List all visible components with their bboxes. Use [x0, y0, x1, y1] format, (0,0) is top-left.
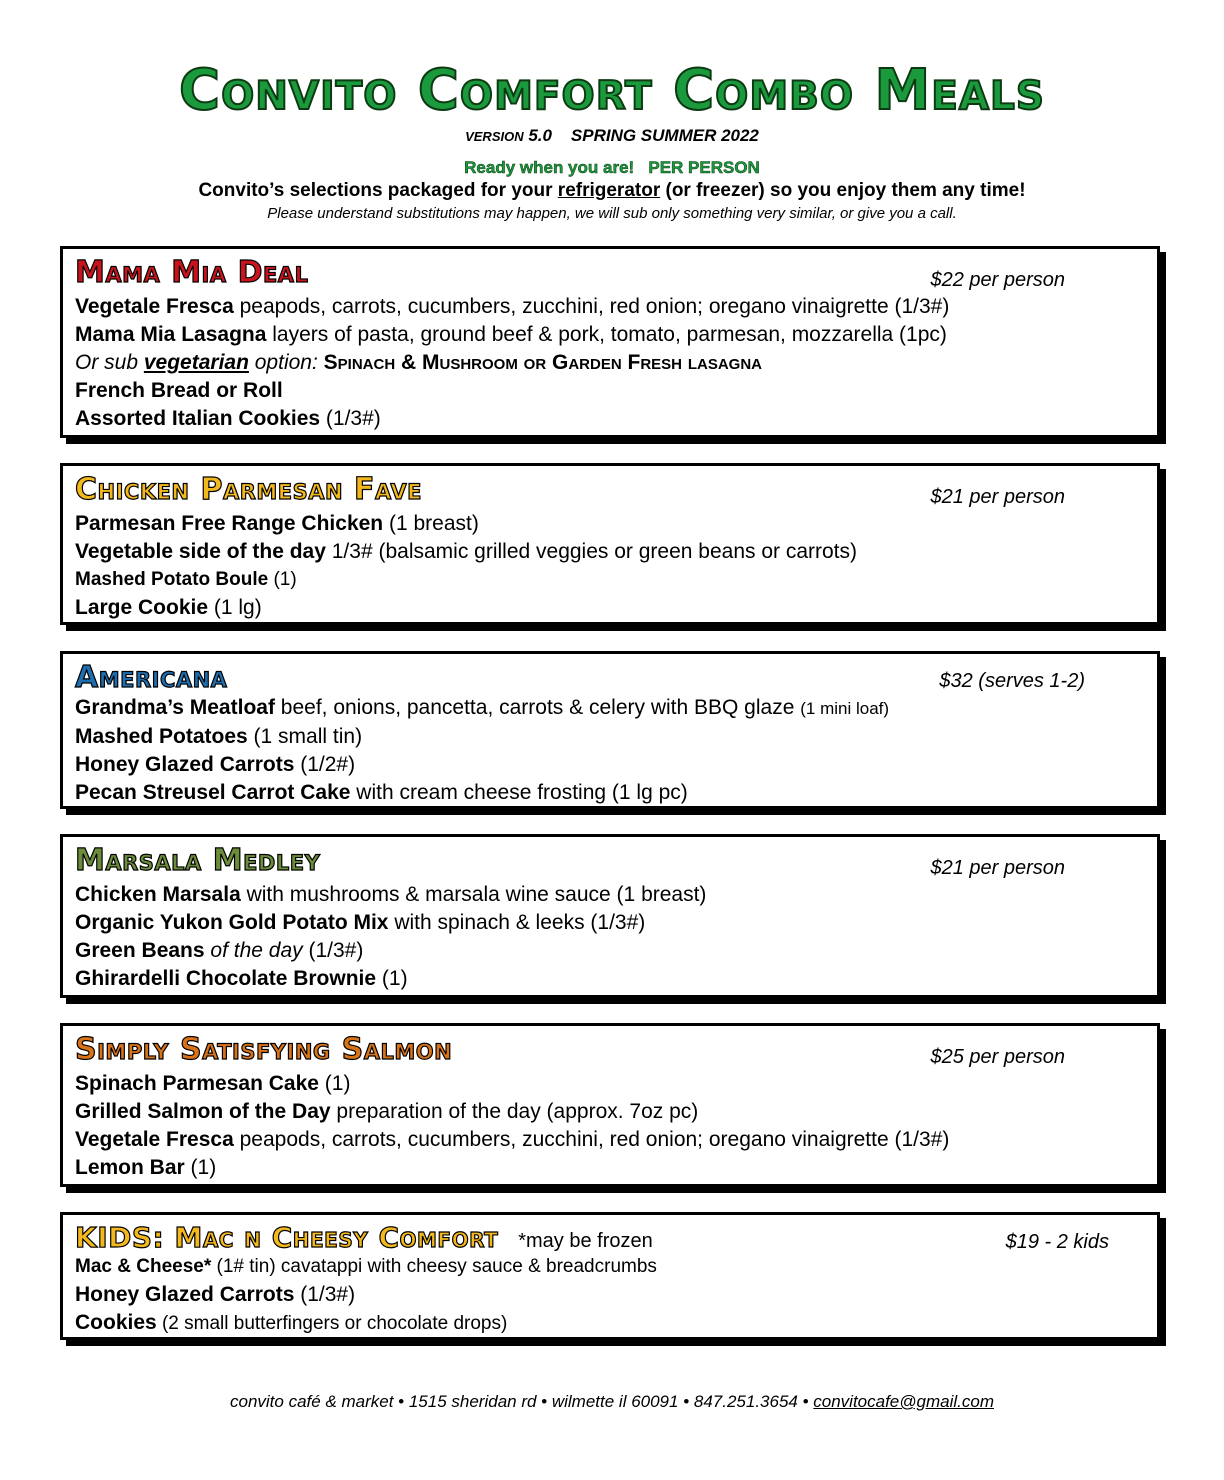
item-name: Mama Mia Lasagna — [75, 323, 267, 346]
item-desc: (1) — [268, 569, 297, 590]
version-line — [0, 126, 1224, 146]
meal-item — [75, 1070, 1145, 1098]
ready-line: Ready when you are! PER PERSON — [464, 158, 760, 177]
item-name: Spinach Parmesan Cake — [75, 1072, 319, 1095]
meal-item — [75, 1126, 1145, 1154]
meal-item — [75, 349, 1145, 377]
item-name: Green Beans — [75, 939, 205, 962]
meal-item — [75, 566, 1145, 594]
item-desc: (1/2#) — [294, 753, 356, 776]
item-desc: with spinach & leeks (1/3#) — [388, 911, 646, 934]
meal-title: Simply Satisfying Salmon — [75, 1032, 453, 1067]
meal-head — [75, 843, 1145, 881]
meal-item — [75, 1281, 1145, 1309]
meal-box-mama-mia — [60, 246, 1160, 438]
item-name: Large Cookie — [75, 596, 209, 619]
meal-item — [75, 1309, 1145, 1338]
meal-item — [75, 751, 1145, 779]
meal-price: $19 - 2 kids — [1005, 1231, 1109, 1253]
item-desc: peapods, carrots, cucumbers, zucchini, red onion; oregano vinaigrette (1/3#) — [233, 1128, 950, 1151]
item-name: Chicken Marsala — [75, 883, 241, 906]
item-mid: option: — [248, 351, 324, 374]
item-desc: (1) — [184, 1156, 217, 1179]
item-desc: 1/3# (balsamic grilled veggies or green beans or carrots) — [325, 540, 858, 563]
meal-head — [75, 255, 1145, 293]
version-label: VERSION — [465, 129, 524, 144]
item-name: Cookies — [75, 1311, 157, 1334]
item-name: Grilled Salmon of the Day — [75, 1100, 331, 1123]
meal-item — [75, 405, 1145, 433]
page-title: Convito Comfort Combo Meals — [179, 58, 1045, 123]
item-name: Mashed Potato Boule — [75, 569, 269, 590]
packaged-line — [0, 180, 1224, 202]
item-pre: Or sub — [75, 351, 144, 374]
item-desc: (1) — [318, 1072, 351, 1095]
item-desc: (1# tin) cavatappi with cheesy sauce & breadcrumbs — [211, 1256, 657, 1277]
item-desc: beef, onions, pancetta, carrots & celery with BBQ glaze — [274, 696, 801, 719]
meal-box-marsala — [60, 834, 1160, 998]
item-name: Parmesan Free Range Chicken — [75, 512, 384, 535]
item-name: Assorted Italian Cookies — [75, 407, 321, 430]
meal-title — [75, 1221, 653, 1254]
meal-head — [75, 1221, 1145, 1253]
substitution-note: Please understand substitutions may happen, we will sub only something very similar, or give you a call. — [267, 205, 957, 222]
meal-item — [75, 293, 1145, 321]
item-desc: (1/3#) — [302, 939, 364, 962]
item-name: Lemon Bar — [75, 1156, 185, 1179]
meal-head — [75, 472, 1145, 510]
version-number: 5.0 — [528, 126, 552, 145]
item-name: Vegetale Fresca — [75, 295, 234, 318]
item-desc: (1/3#) — [320, 407, 381, 430]
meal-head — [75, 660, 1145, 694]
lasagna-options: Spinach & Mushroom or Garden Fresh lasagna — [323, 351, 763, 374]
kids-title-text: KIDS: Mac n Cheesy Comfort — [75, 1221, 499, 1254]
vegetarian-label: vegetarian — [143, 351, 249, 374]
item-name: Grandma’s Meatloaf — [75, 696, 275, 719]
meal-price: $32 (serves 1-2) — [939, 670, 1085, 692]
meal-title: Mama Mia Deal — [75, 255, 309, 290]
meal-box-salmon — [60, 1023, 1160, 1187]
meal-box-chicken-parmesan — [60, 463, 1160, 625]
item-name: Organic Yukon Gold Potato Mix — [75, 911, 389, 934]
item-name: Pecan Streusel Carrot Cake — [75, 781, 351, 804]
meal-price: $21 per person — [930, 486, 1065, 508]
item-name: Ghirardelli Chocolate Brownie — [75, 967, 377, 990]
item-desc: (1 lg) — [208, 596, 262, 619]
item-desc: with cream cheese frosting (1 lg pc) — [350, 781, 688, 804]
item-name: Honey Glazed Carrots — [75, 753, 295, 776]
item-desc: with mushrooms & marsala wine sauce (1 breast) — [240, 883, 707, 906]
meal-box-kids — [60, 1212, 1160, 1340]
meal-item — [75, 1098, 1145, 1126]
meal-item — [75, 965, 1145, 993]
item-desc: (1 breast) — [383, 512, 479, 535]
frozen-note: *may be frozen — [518, 1230, 653, 1252]
meal-price: $22 per person — [930, 269, 1065, 291]
meal-item — [75, 594, 1145, 622]
item-italic: of the day — [204, 939, 303, 962]
item-desc: (1 small tin) — [247, 725, 363, 748]
packaged-pre: Convito’s selections packaged for your — [198, 180, 558, 201]
meal-item — [75, 538, 1145, 566]
item-desc: (2 small butterfingers or chocolate drops) — [156, 1313, 508, 1334]
item-name: Honey Glazed Carrots — [75, 1283, 295, 1306]
meal-title: Americana — [75, 660, 228, 695]
meal-item — [75, 321, 1145, 349]
item-name: Mashed Potatoes — [75, 725, 248, 748]
item-qty: (1 mini loaf) — [800, 699, 890, 718]
meal-item — [75, 694, 1145, 723]
meal-item — [75, 377, 1145, 405]
item-name: French Bread or Roll — [75, 379, 283, 402]
page-header — [0, 58, 1224, 222]
meal-item — [75, 881, 1145, 909]
item-desc: layers of pasta, ground beef & pork, tomato, parmesan, mozzarella (1pc) — [266, 323, 947, 346]
meal-title: Chicken Parmesan Fave — [75, 472, 422, 507]
item-name: Vegetale Fresca — [75, 1128, 234, 1151]
item-name: Vegetable side of the day — [75, 540, 326, 563]
meal-item — [75, 1253, 1145, 1281]
meal-price: $25 per person — [930, 1046, 1065, 1068]
item-name: Mac & Cheese* — [75, 1256, 212, 1277]
meal-item — [75, 909, 1145, 937]
page-footer — [0, 1392, 1224, 1412]
meal-box-americana — [60, 651, 1160, 809]
item-desc: (1/3#) — [294, 1283, 356, 1306]
meal-item — [75, 510, 1145, 538]
item-desc: peapods, carrots, cucumbers, zucchini, red onion; oregano vinaigrette (1/3#) — [233, 295, 950, 318]
meal-head — [75, 1032, 1145, 1070]
meal-title: Marsala Medley — [75, 843, 321, 878]
meal-item — [75, 723, 1145, 751]
footer-email-link[interactable]: convitocafe@gmail.com — [813, 1392, 994, 1411]
season-label: SPRING SUMMER 2022 — [570, 126, 759, 145]
item-desc: preparation of the day (approx. 7oz pc) — [330, 1100, 699, 1123]
meal-item — [75, 937, 1145, 965]
packaged-underlined: refrigerator — [557, 180, 661, 201]
item-desc: (1) — [376, 967, 408, 990]
packaged-post: (or freezer) so you enjoy them any time! — [660, 180, 1026, 201]
meal-item — [75, 779, 1145, 807]
meal-item — [75, 1154, 1145, 1182]
meal-price: $21 per person — [930, 857, 1065, 879]
footer-text: convito café & market • 1515 sheridan rd • wilmette il 60091 • 847.251.3654 • — [230, 1392, 814, 1411]
